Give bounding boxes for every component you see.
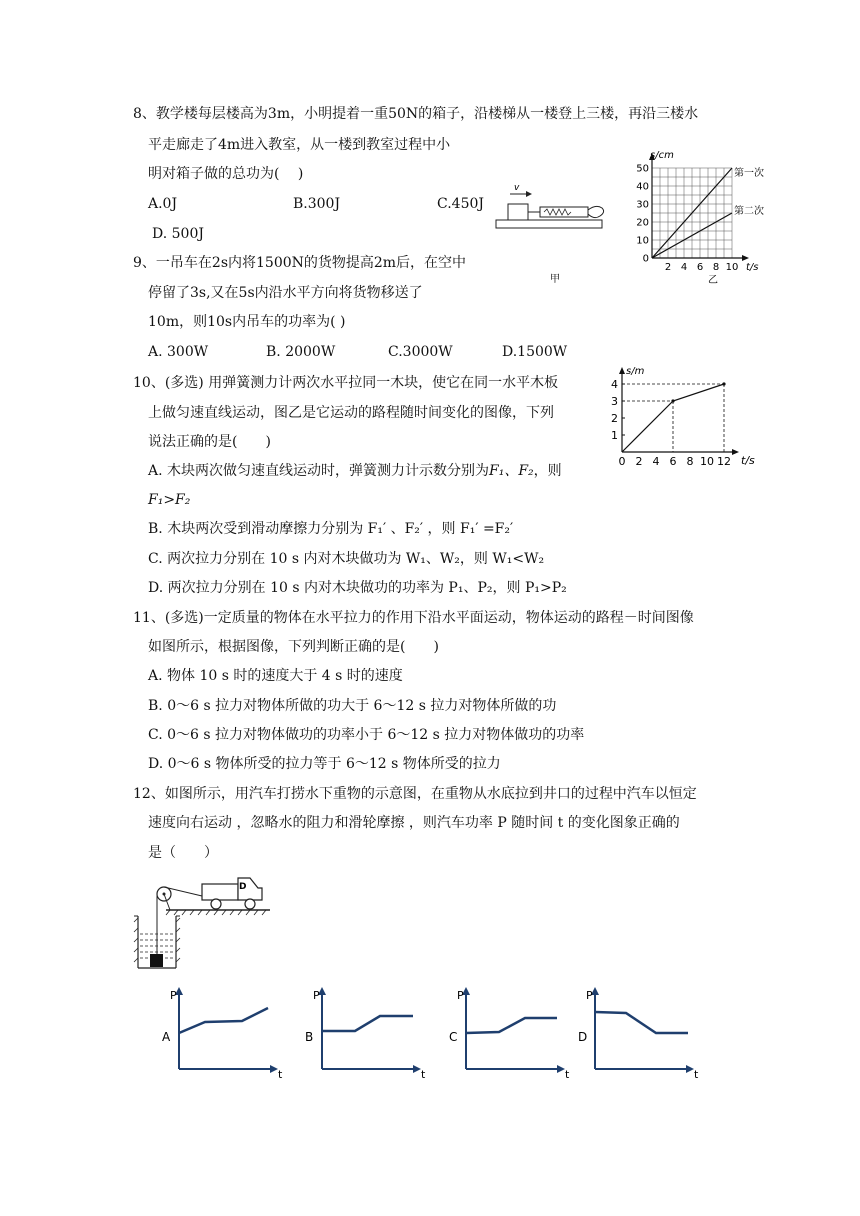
chart1-xtick: 6 bbox=[696, 262, 704, 273]
q11-option-c: C. 0～6 s 拉力对物体做功的功率小于 6～12 s 拉力对物体做功的功率 bbox=[148, 727, 585, 743]
chart2-xtick: 12 bbox=[717, 455, 731, 468]
q9-option-b: B. 2000W bbox=[266, 344, 336, 360]
q12-graph-d-p-label: P bbox=[586, 989, 593, 1002]
q11-option-d: D. 0～6 s 物体所受的拉力等于 6～12 s 物体所受的拉力 bbox=[148, 756, 501, 772]
chart1-ytick: 30 bbox=[636, 199, 649, 211]
chart-s-t-two-trials bbox=[628, 146, 780, 286]
chart1-series1-label: 第一次 bbox=[734, 168, 764, 179]
chart2-y-arrow bbox=[619, 367, 625, 374]
svg-text:D: D bbox=[239, 882, 247, 892]
q12-line2: 速度向右运动 ，忽略水的阻力和滑轮摩擦 ，则汽车功率 P 随时间 t 的变化图象正确的 bbox=[148, 815, 680, 831]
chart1-ytick: 20 bbox=[636, 217, 649, 229]
q8-option-d: D. 500J bbox=[152, 226, 204, 242]
chart2-series bbox=[622, 382, 726, 452]
q8-option-b: B.300J bbox=[293, 196, 341, 212]
chart2-xtick: 2 bbox=[635, 455, 643, 468]
chart2-ytick: 4 bbox=[611, 378, 618, 391]
chart2-ticks bbox=[611, 378, 731, 468]
chart1-ytick: 40 bbox=[636, 181, 649, 193]
q10-option-a-then: ，则 bbox=[533, 463, 562, 479]
chart1-xtick: 10 bbox=[725, 262, 739, 273]
q12-graph-b-p-label: P bbox=[313, 989, 320, 1002]
chart2-x-arrow bbox=[732, 449, 739, 455]
chart1-xtick: 2 bbox=[664, 262, 672, 273]
q8-line1: 8、教学楼每层楼高为3m，小明提着一重50N的箱子，沿楼梯从一楼登上三楼，再沿三楼水 bbox=[133, 106, 699, 122]
chart1-xtick: 8 bbox=[712, 262, 720, 273]
q8-line3: 明对箱子做的总功为( ) bbox=[148, 166, 304, 182]
chart2-xtick: 8 bbox=[686, 455, 694, 468]
q10-option-c: C. 两次拉力分别在 10 s 内对木块做功为 W₁、W₂，则 W₁<W₂ bbox=[148, 551, 545, 567]
q12-graph-d-t-label: t bbox=[694, 1068, 699, 1080]
q9-option-a: A. 300W bbox=[148, 344, 209, 360]
chart2-point bbox=[671, 399, 674, 402]
q12-graph-b-letter: B bbox=[305, 1030, 314, 1044]
chart1-x-arrow bbox=[742, 255, 749, 261]
figure-jia-caption: 甲 bbox=[550, 274, 560, 285]
chart2-xtick: 10 bbox=[700, 455, 714, 468]
q12-line3: 是（ ） bbox=[148, 845, 218, 861]
chart2-ylabel: s/m bbox=[626, 366, 645, 377]
q9-option-c: C.3000W bbox=[388, 344, 453, 360]
chart2-point bbox=[722, 382, 725, 385]
chart2-xtick: 4 bbox=[652, 455, 660, 468]
q9-line1: 9、一吊车在2s内将1500N的货物提高2m后，在空中 bbox=[133, 255, 467, 271]
q12-graph-c-p-label: P bbox=[457, 989, 464, 1002]
q10-option-b: B. 木块两次受到滑动摩擦力分别为 F₁′ 、F₂′ ，则 F₁′ =F₂′ bbox=[148, 521, 514, 537]
figure-truck-well bbox=[130, 872, 280, 974]
chart1-series2-label: 第二次 bbox=[734, 206, 764, 217]
q8-line2: 平走廊走了4m进入教室，从一楼到教室过程中小 bbox=[148, 137, 451, 153]
q12-graph-d-letter: D bbox=[578, 1030, 588, 1044]
chart1-ytick: 50 bbox=[636, 163, 649, 175]
velocity-label: v bbox=[514, 183, 520, 193]
chart2-xtick: 6 bbox=[669, 455, 677, 468]
q12-graph-c-letter: C bbox=[449, 1030, 458, 1044]
chart1-xtick: 4 bbox=[680, 262, 688, 273]
q12-graph-a bbox=[160, 985, 285, 1080]
chart2-ytick: 2 bbox=[611, 412, 618, 425]
q12-graph-a-p-label: P bbox=[170, 989, 177, 1002]
q10-line2: 上做匀速直线运动，图乙是它运动的路程随时间变化的图像，下列 bbox=[148, 405, 554, 421]
chart2-ytick: 1 bbox=[611, 429, 618, 442]
q10-line3: 说法正确的是( ) bbox=[148, 434, 271, 450]
chart2-xlabel: t/s bbox=[741, 454, 755, 467]
chart2-axes bbox=[619, 367, 739, 455]
chart1-caption: 乙 bbox=[708, 275, 718, 286]
chart1-ytick: 10 bbox=[636, 235, 649, 247]
q12-graph-b-t-label: t bbox=[421, 1068, 426, 1080]
chart-s-t-polyline bbox=[600, 362, 770, 472]
q10-option-a-vars: F₁、F₂ bbox=[489, 463, 534, 479]
q12-graph-a-letter: A bbox=[162, 1030, 171, 1044]
q9-option-d: D.1500W bbox=[502, 344, 568, 360]
q10-option-d: D. 两次拉力分别在 10 s 内对木块做功的功率为 P₁、P₂，则 P₁>P₂ bbox=[148, 580, 567, 596]
q12-graph-a-t-label: t bbox=[278, 1068, 283, 1080]
q12-graph-c-t-label: t bbox=[565, 1068, 570, 1080]
q12-graph-b bbox=[303, 985, 428, 1080]
chart1-ylabel: s/cm bbox=[650, 150, 674, 161]
q9-line2: 停留了3s,又在5s内沿水平方向将货物移送了 bbox=[148, 285, 423, 301]
q11-option-b: B. 0～6 s 拉力对物体所做的功大于 6～12 s 拉力对物体所做的功 bbox=[148, 698, 557, 714]
q10-option-a bbox=[148, 461, 562, 481]
q10-line1: 10、(多选) 用弹簧测力计两次水平拉同一木块，使它在同一水平木板 bbox=[133, 375, 559, 391]
chart1-ytick: 0 bbox=[642, 253, 649, 265]
q11-line2: 如图所示，根据图像，下列判断正确的是( ) bbox=[148, 639, 439, 655]
chart2-ytick: 3 bbox=[611, 395, 618, 408]
q8-option-c: C.450J bbox=[437, 196, 484, 212]
q11-line1: 11、(多选)一定质量的物体在水平拉力的作用下沿水平面运动，物体运动的路程－时间图像 bbox=[133, 610, 694, 626]
q12-graph-d bbox=[576, 985, 701, 1080]
figure-jia bbox=[490, 180, 610, 290]
q9-line3: 10m，则10s内吊车的功率为( ) bbox=[148, 314, 346, 330]
q10-option-a-text: A. 木块两次做匀速直线运动时，弹簧测力计示数分别为 bbox=[148, 463, 490, 479]
q12-line1: 12、如图所示，用汽车打捞水下重物的示意图，在重物从水底拉到井口的过程中汽车以恒定 bbox=[133, 786, 697, 802]
chart1-xlabel: t/s bbox=[746, 262, 759, 273]
q12-graph-c bbox=[447, 985, 572, 1080]
q8-option-a: A.0J bbox=[148, 196, 178, 212]
q10-option-a-cont: F₁>F₂ bbox=[148, 492, 191, 508]
q11-option-a: A. 物体 10 s 时的速度大于 4 s 时的速度 bbox=[148, 668, 403, 684]
chart2-xtick: 0 bbox=[618, 455, 626, 468]
